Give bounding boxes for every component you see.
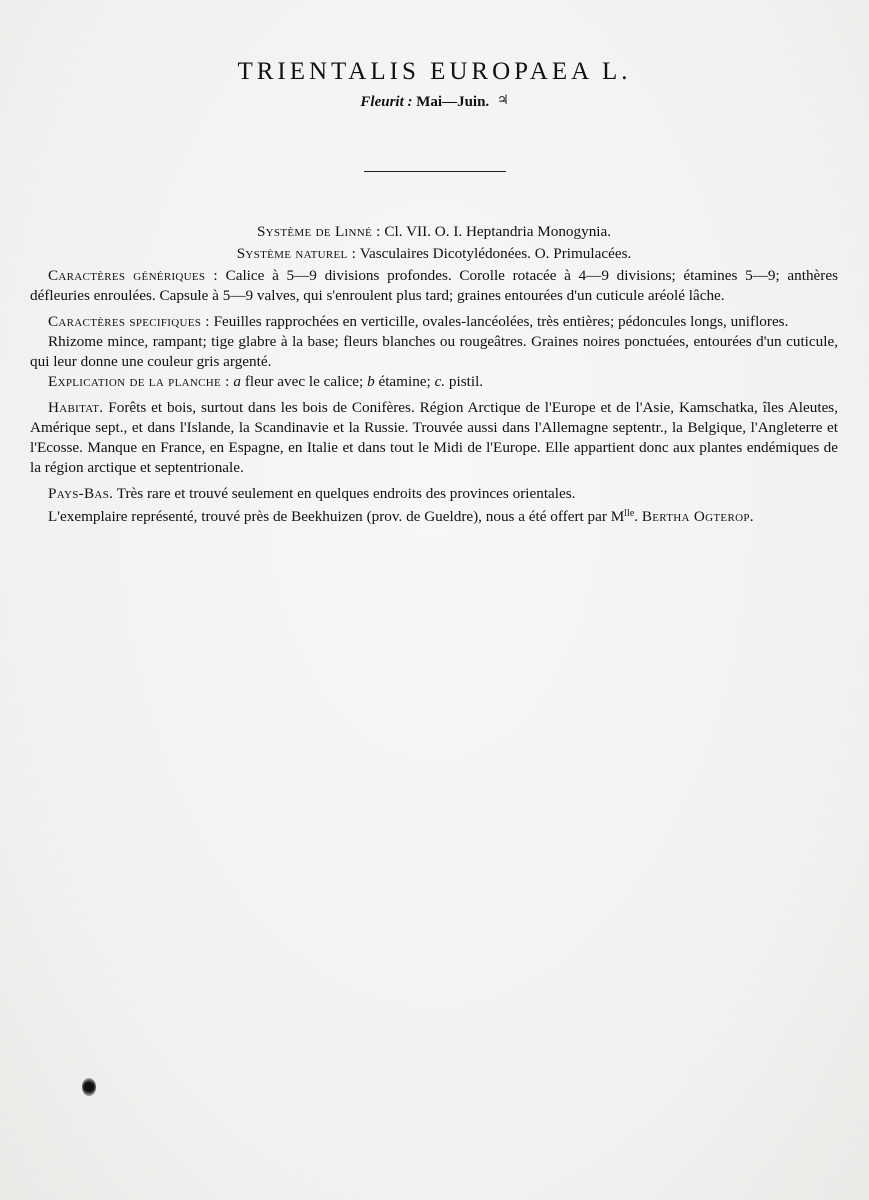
- plate-explanation-paragraph: [30, 372, 838, 392]
- generic-characters-label: Caractères génériques :: [48, 267, 218, 284]
- specimen-text: L'exemplaire représenté, trouvé près de Beekhuizen (prov. de Gueldre), nous a été offert par: [48, 508, 607, 525]
- description-text: Rhizome mince, rampant; tige glabre à la base; fleurs blanches ou rougeâtres. Graines noires ponctuées, entourées d'un cuticule, qui leur donne une couleur gris argenté.: [30, 333, 838, 370]
- specific-characters-text: Feuilles rapprochées en verticille, ovales-lancéolées, très entières; pédoncules longs, uniflores.: [213, 313, 789, 330]
- plate-explanation-label: Explication de la planche :: [48, 373, 230, 390]
- linne-system-line: [30, 222, 838, 242]
- ink-spot: [82, 1078, 96, 1096]
- plate-text-b: étamine;: [378, 373, 431, 390]
- plate-letter-a: a: [233, 373, 242, 390]
- flowering-label: Fleurit :: [360, 94, 413, 110]
- donor-title-main: M: [610, 508, 625, 525]
- specific-characters-label: Caractères specifiques :: [48, 313, 210, 330]
- donor-title-sup: lle: [624, 508, 635, 519]
- specimen-paragraph: [30, 504, 838, 527]
- habitat-label: Habitat.: [48, 399, 104, 416]
- title-divider: [364, 171, 506, 172]
- perennial-symbol-icon: ♃: [496, 92, 509, 107]
- description-paragraph: [30, 332, 838, 372]
- generic-characters-paragraph: [30, 266, 838, 306]
- netherlands-label: Pays-Bas.: [48, 485, 114, 502]
- page-title: TRIENTALIS EUROPAEA L.: [237, 58, 632, 85]
- plate-letter-c: c.: [434, 373, 446, 390]
- specimen-donor-title: $M^{lle}$.: [610, 508, 639, 525]
- specimen-donor-name: Bertha Ogterop.: [641, 508, 754, 525]
- linne-system-text: Cl. VII. O. I. Heptandria Monogynia.: [384, 223, 612, 240]
- description-body: [30, 222, 838, 527]
- linne-system-label: Système de Linné :: [256, 223, 381, 240]
- habitat-paragraph: [30, 398, 838, 478]
- plate-text-a: fleur avec le calice;: [244, 373, 364, 390]
- natural-system-line: [30, 244, 838, 264]
- flowering-line: [0, 92, 869, 111]
- natural-system-text: Vasculaires Dicotylédonées. O. Primulacées.: [359, 245, 632, 262]
- netherlands-text: Très rare et trouvé seulement en quelques endroits des provinces orientales.: [116, 485, 576, 502]
- flowering-period: Mai—Juin.: [416, 94, 490, 110]
- generic-characters-text: Calice à 5—9 divisions profondes. Corolle rotacée à 4—9 divisions; étamines 5—9; anthères défleuries enroulées. Capsule à 5—9 valves, qui s'enroulent plus tard; graines entourées d'un cuticule aréolé lâche.: [30, 267, 838, 304]
- plate-text-c: pistil.: [448, 373, 484, 390]
- plate-letter-b: b: [367, 373, 375, 390]
- habitat-text: Forêts et bois, surtout dans les bois de Conifères. Région Arctique de l'Europe et de l'Asie, Kamschatka, îles Aleutes, Amérique sept., et dans l'Islande, la Scandinavie et la Russie. Trouvée aussi dans l'Allemagne septentr., la Belgique, l'Angleterre et l'Ecosse. Manque en France, en Espagne, en Italie et dans tout le Midi de l'Europe. Elle appartient donc aux plantes endémiques de la région arctique et septentrionale.: [30, 399, 839, 476]
- netherlands-paragraph: [30, 484, 838, 504]
- specific-characters-paragraph: [30, 312, 838, 332]
- natural-system-label: Système naturel :: [236, 245, 357, 262]
